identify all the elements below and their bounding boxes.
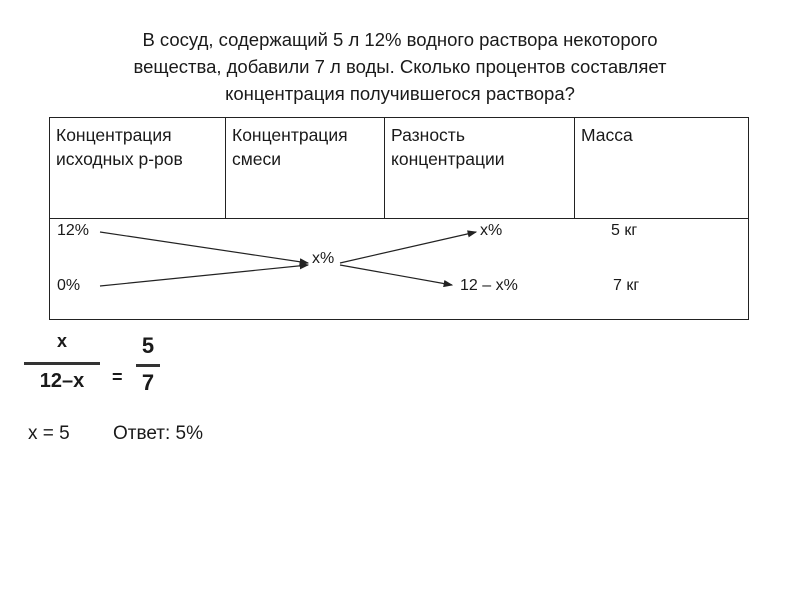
conc-12-percent: 12% [57, 222, 90, 239]
mass-5kg: 5 кг [611, 222, 638, 239]
left-fraction-bar [24, 362, 100, 365]
conc-0-percent: 0% [57, 277, 81, 294]
header-concentration-difference: Разность концентрации [385, 118, 575, 218]
right-fraction-bar [136, 364, 160, 367]
diff-12-minus-x: 12 – x% [460, 277, 518, 294]
arrow-mix-to-diff-top [340, 232, 476, 263]
x-value: x = 5 [28, 423, 70, 444]
header-initial-concentration: Концентрация исходных р-ров [50, 118, 226, 218]
right-denominator: 7 [141, 370, 155, 395]
left-numerator: x [56, 331, 67, 351]
right-numerator: 5 [141, 333, 155, 358]
problem-line-2: вещества, добавили 7 л воды. Сколько процентов составляет [133, 56, 667, 77]
arrow-0-to-mix [100, 265, 308, 286]
mix-concentration: x% [312, 250, 335, 267]
diff-x-percent: x% [480, 222, 503, 239]
left-denominator: 12–x [39, 370, 85, 392]
header-mass: Масса [581, 125, 633, 145]
mass-7kg: 7 кг [613, 277, 640, 294]
problem-line-3: концентрация получившегося раствора? [225, 83, 575, 104]
header-mixture-concentration: Концентрация смеси [226, 118, 385, 218]
answer-text: Ответ: 5% [113, 423, 204, 444]
arrow-12-to-mix [100, 232, 308, 263]
arrow-mix-to-diff-bottom [340, 265, 452, 285]
problem-line-1: В сосуд, содержащий 5 л 12% водного раствора некоторого [142, 29, 658, 50]
equals-sign: = [112, 367, 123, 387]
